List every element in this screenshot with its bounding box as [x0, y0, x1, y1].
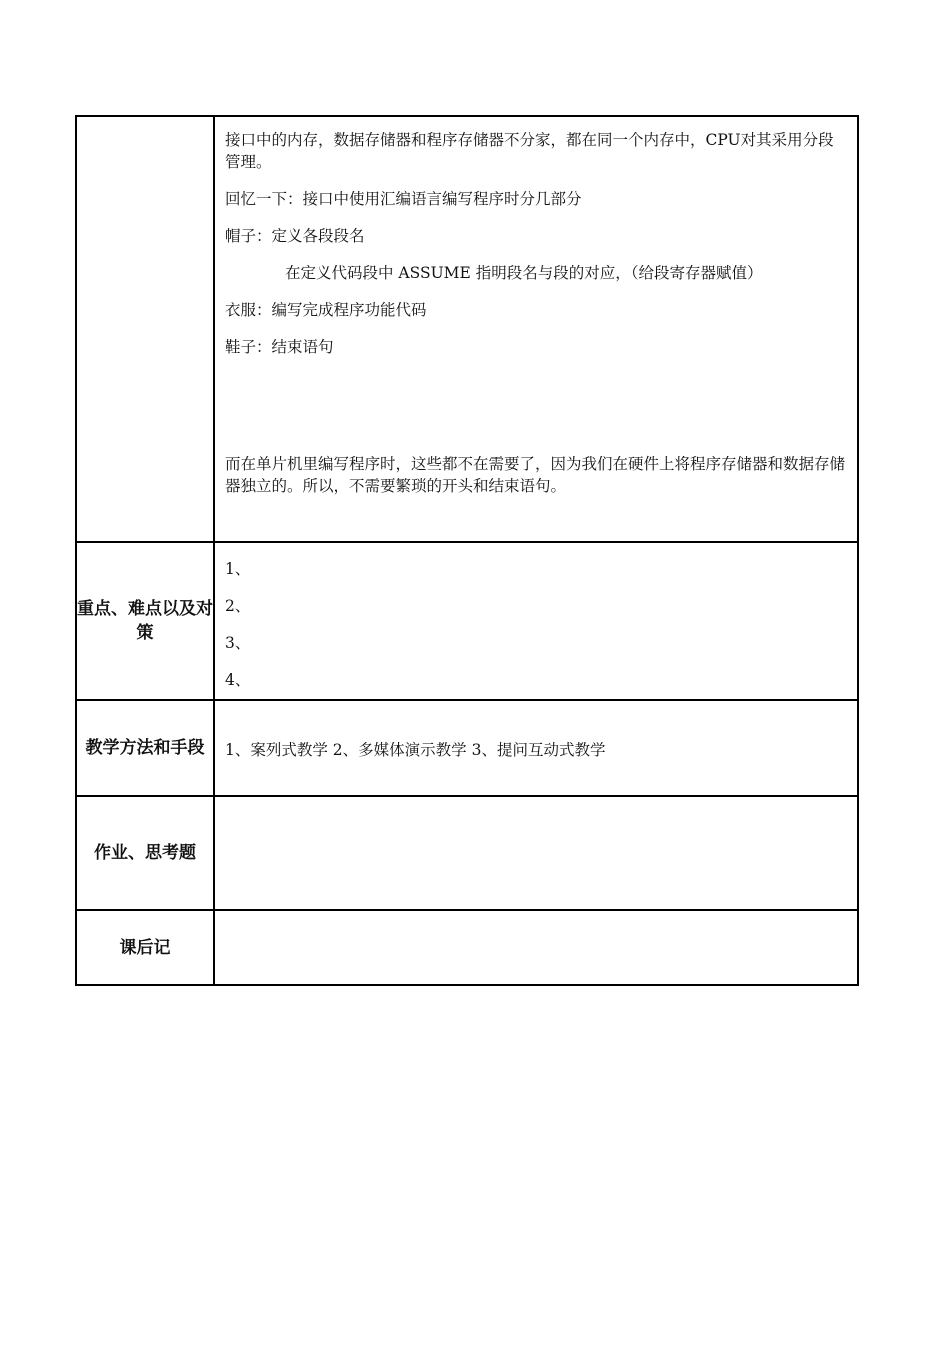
paragraph-assume: 在定义代码段中 ASSUME 指明段名与段的对应，（给段寄存器赋值）: [285, 264, 763, 282]
paragraph-hat: 帽子：定义各段段名: [225, 227, 365, 245]
list-item: 4、: [225, 671, 251, 689]
methods-cell: 1、案列式教学 2、多媒体演示教学 3、提问互动式教学: [214, 700, 858, 796]
homework-cell: [214, 796, 858, 910]
table-row-notes: [76, 910, 858, 985]
notes-cell: [214, 910, 858, 985]
blank-space: [225, 373, 847, 453]
row-label-homework: 作业、思考题: [76, 796, 214, 910]
content-cell: [214, 116, 858, 542]
table-row-homework: [76, 796, 858, 910]
table-row-content: [76, 116, 858, 542]
lesson-plan-table: [75, 115, 859, 986]
paragraph-shoes: 鞋子：结束语句: [225, 338, 334, 356]
paragraph-mcu: 而在单片机里编写程序时，这些都不在需要了，因为我们在硬件上将程序存储器和数据存储器独立的。所以，不需要繁琐的开头和结束语句。: [225, 455, 846, 495]
table-row-methods: [76, 700, 858, 796]
paragraph-recall: 回忆一下：接口中使用汇编语言编写程序时分几部分: [225, 190, 582, 208]
key-points-cell: [214, 542, 858, 700]
list-item: 2、: [225, 597, 251, 615]
list-item: 1、: [225, 560, 251, 578]
row-label-empty: [76, 116, 214, 542]
table-row-key-points: [76, 542, 858, 700]
paragraph-clothes: 衣服：编写完成程序功能代码: [225, 301, 427, 319]
row-label-methods: 教学方法和手段: [76, 700, 214, 796]
paragraph-memory: 接口中的内存，数据存储器和程序存储器不分家，都在同一个内存中，CPU对其采用分段管理。: [225, 131, 834, 171]
row-label-notes: 课后记: [76, 910, 214, 985]
list-item: 3、: [225, 634, 251, 652]
row-label-key-points: 重点、难点以及对策: [76, 542, 214, 700]
